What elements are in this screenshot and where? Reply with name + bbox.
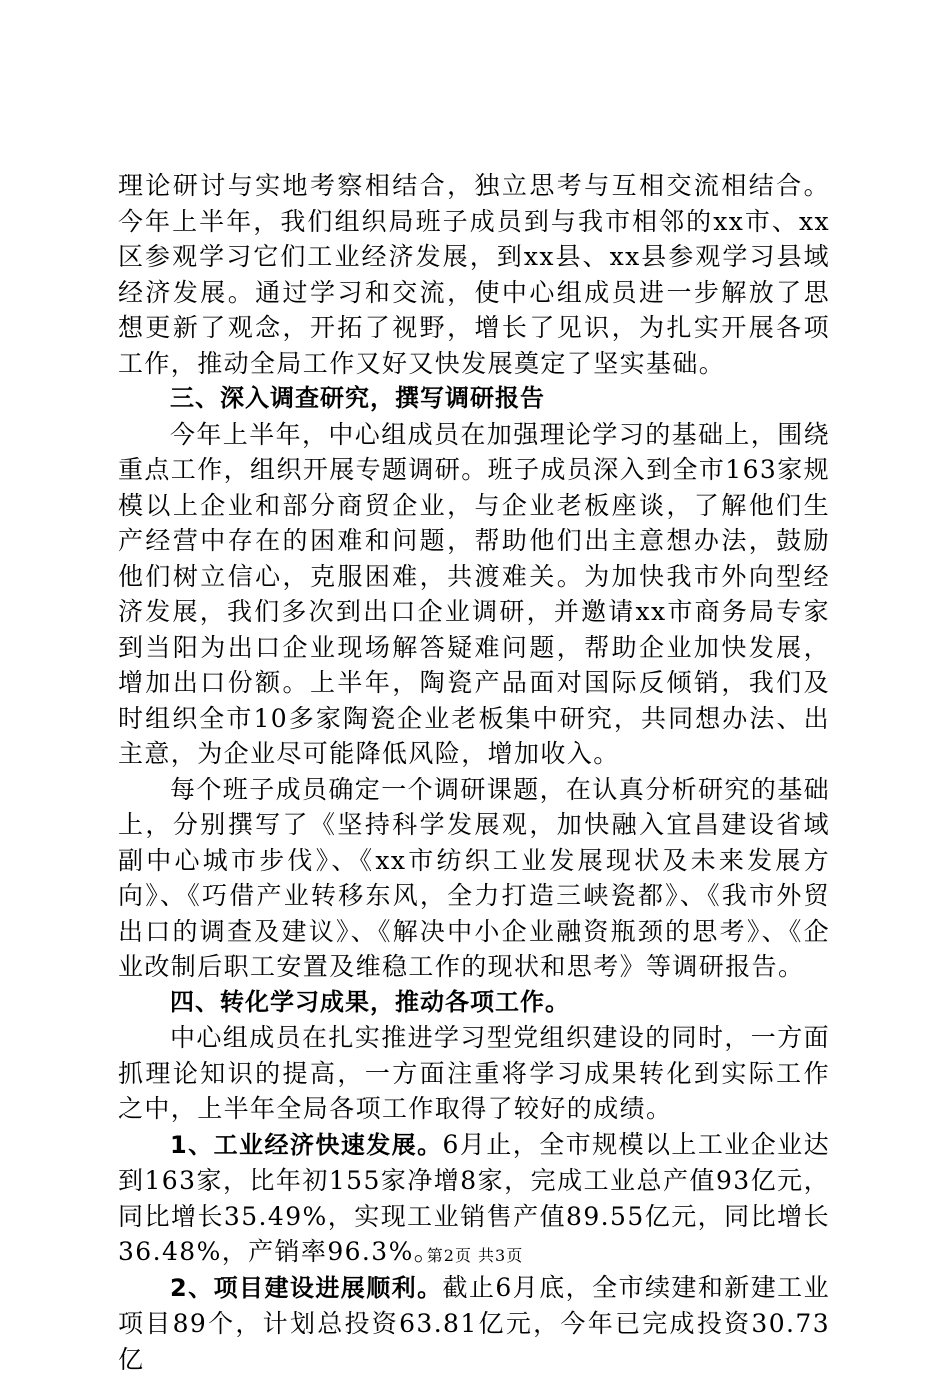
paragraph-results: 中心组成员在扎实推进学习型党组织建设的同时，一方面抓理论知识的提高，一方面注重将学习成果转化到实际工作之中，上半年全局各项工作取得了较好的成绩。 — [118, 1020, 830, 1127]
item-lead-industrial-economy: 1、工业经济快速发展。 — [170, 1131, 443, 1159]
item-lead-project-construction: 2、项目建设进展顺利。 — [170, 1274, 443, 1302]
section-heading-3: 三、深入调查研究，撰写调研报告 — [118, 381, 830, 417]
page-footer: 第2页 共3页 — [0, 1243, 950, 1266]
item-text-industrial-economy: 6月止，全市规模以上工业企业达到163家，比年初155家净增8家，完成工业总产值93亿元，同比增长35.49%，实现工业销售产值89.55亿元，同比增长36.48%，产销率96.3%。 — [118, 1130, 830, 1267]
paragraph-study-exchange: 理论研讨与实地考察相结合，独立思考与互相交流相结合。今年上半年，我们组织局班子成员到与我市相邻的xx市、xx区参观学习它们工业经济发展，到xx县、xx县参观学习县域经济发展。通过学习和交流，使中心组成员进一步解放了思想更新了观念，开拓了视野，增长了见识，为扎实开展各项工作，推动全局工作又好又快发展奠定了坚实基础。 — [118, 168, 830, 381]
paragraph-research: 今年上半年，中心组成员在加强理论学习的基础上，围绕重点工作，组织开展专题调研。班子成员深入到全市163家规模以上企业和部分商贸企业，与企业老板座谈，了解他们生产经营中存在的困难和问题，帮助他们出主意想办法，鼓励他们树立信心，克服困难，共渡难关。为加快我市外向型经济发展，我们多次到出口企业调研，并邀请xx市商务局专家到当阳为出口企业现场解答疑难问题，帮助企业加快发展，增加出口份额。上半年，陶瓷产品面对国际反倾销，我们及时组织全市10多家陶瓷企业老板集中研究，共同想办法、出主意，为企业尽可能降低风险，增加收入。 — [118, 417, 830, 772]
section-heading-4: 四、转化学习成果，推动各项工作。 — [118, 985, 830, 1021]
paragraph-project-construction — [118, 1270, 830, 1377]
document-body — [118, 168, 830, 1377]
paragraph-reports: 每个班子成员确定一个调研课题，在认真分析研究的基础上，分别撰写了《坚持科学发展观，加快融入宜昌建设省域副中心城市步伐》、《xx市纺织工业发展现状及未来发展方向》、《巧借产业转移东风，全力打造三峡瓷都》、《我市外贸出口的调查及建议》、《解决中小企业融资瓶颈的思考》、《企业改制后职工安置及维稳工作的现状和思考》等调研报告。 — [118, 772, 830, 985]
item-text-project-construction: 截止6月底，全市续建和新建工业项目89个，计划总投资63.81亿元，今年已完成投资30.73亿 — [118, 1273, 830, 1374]
